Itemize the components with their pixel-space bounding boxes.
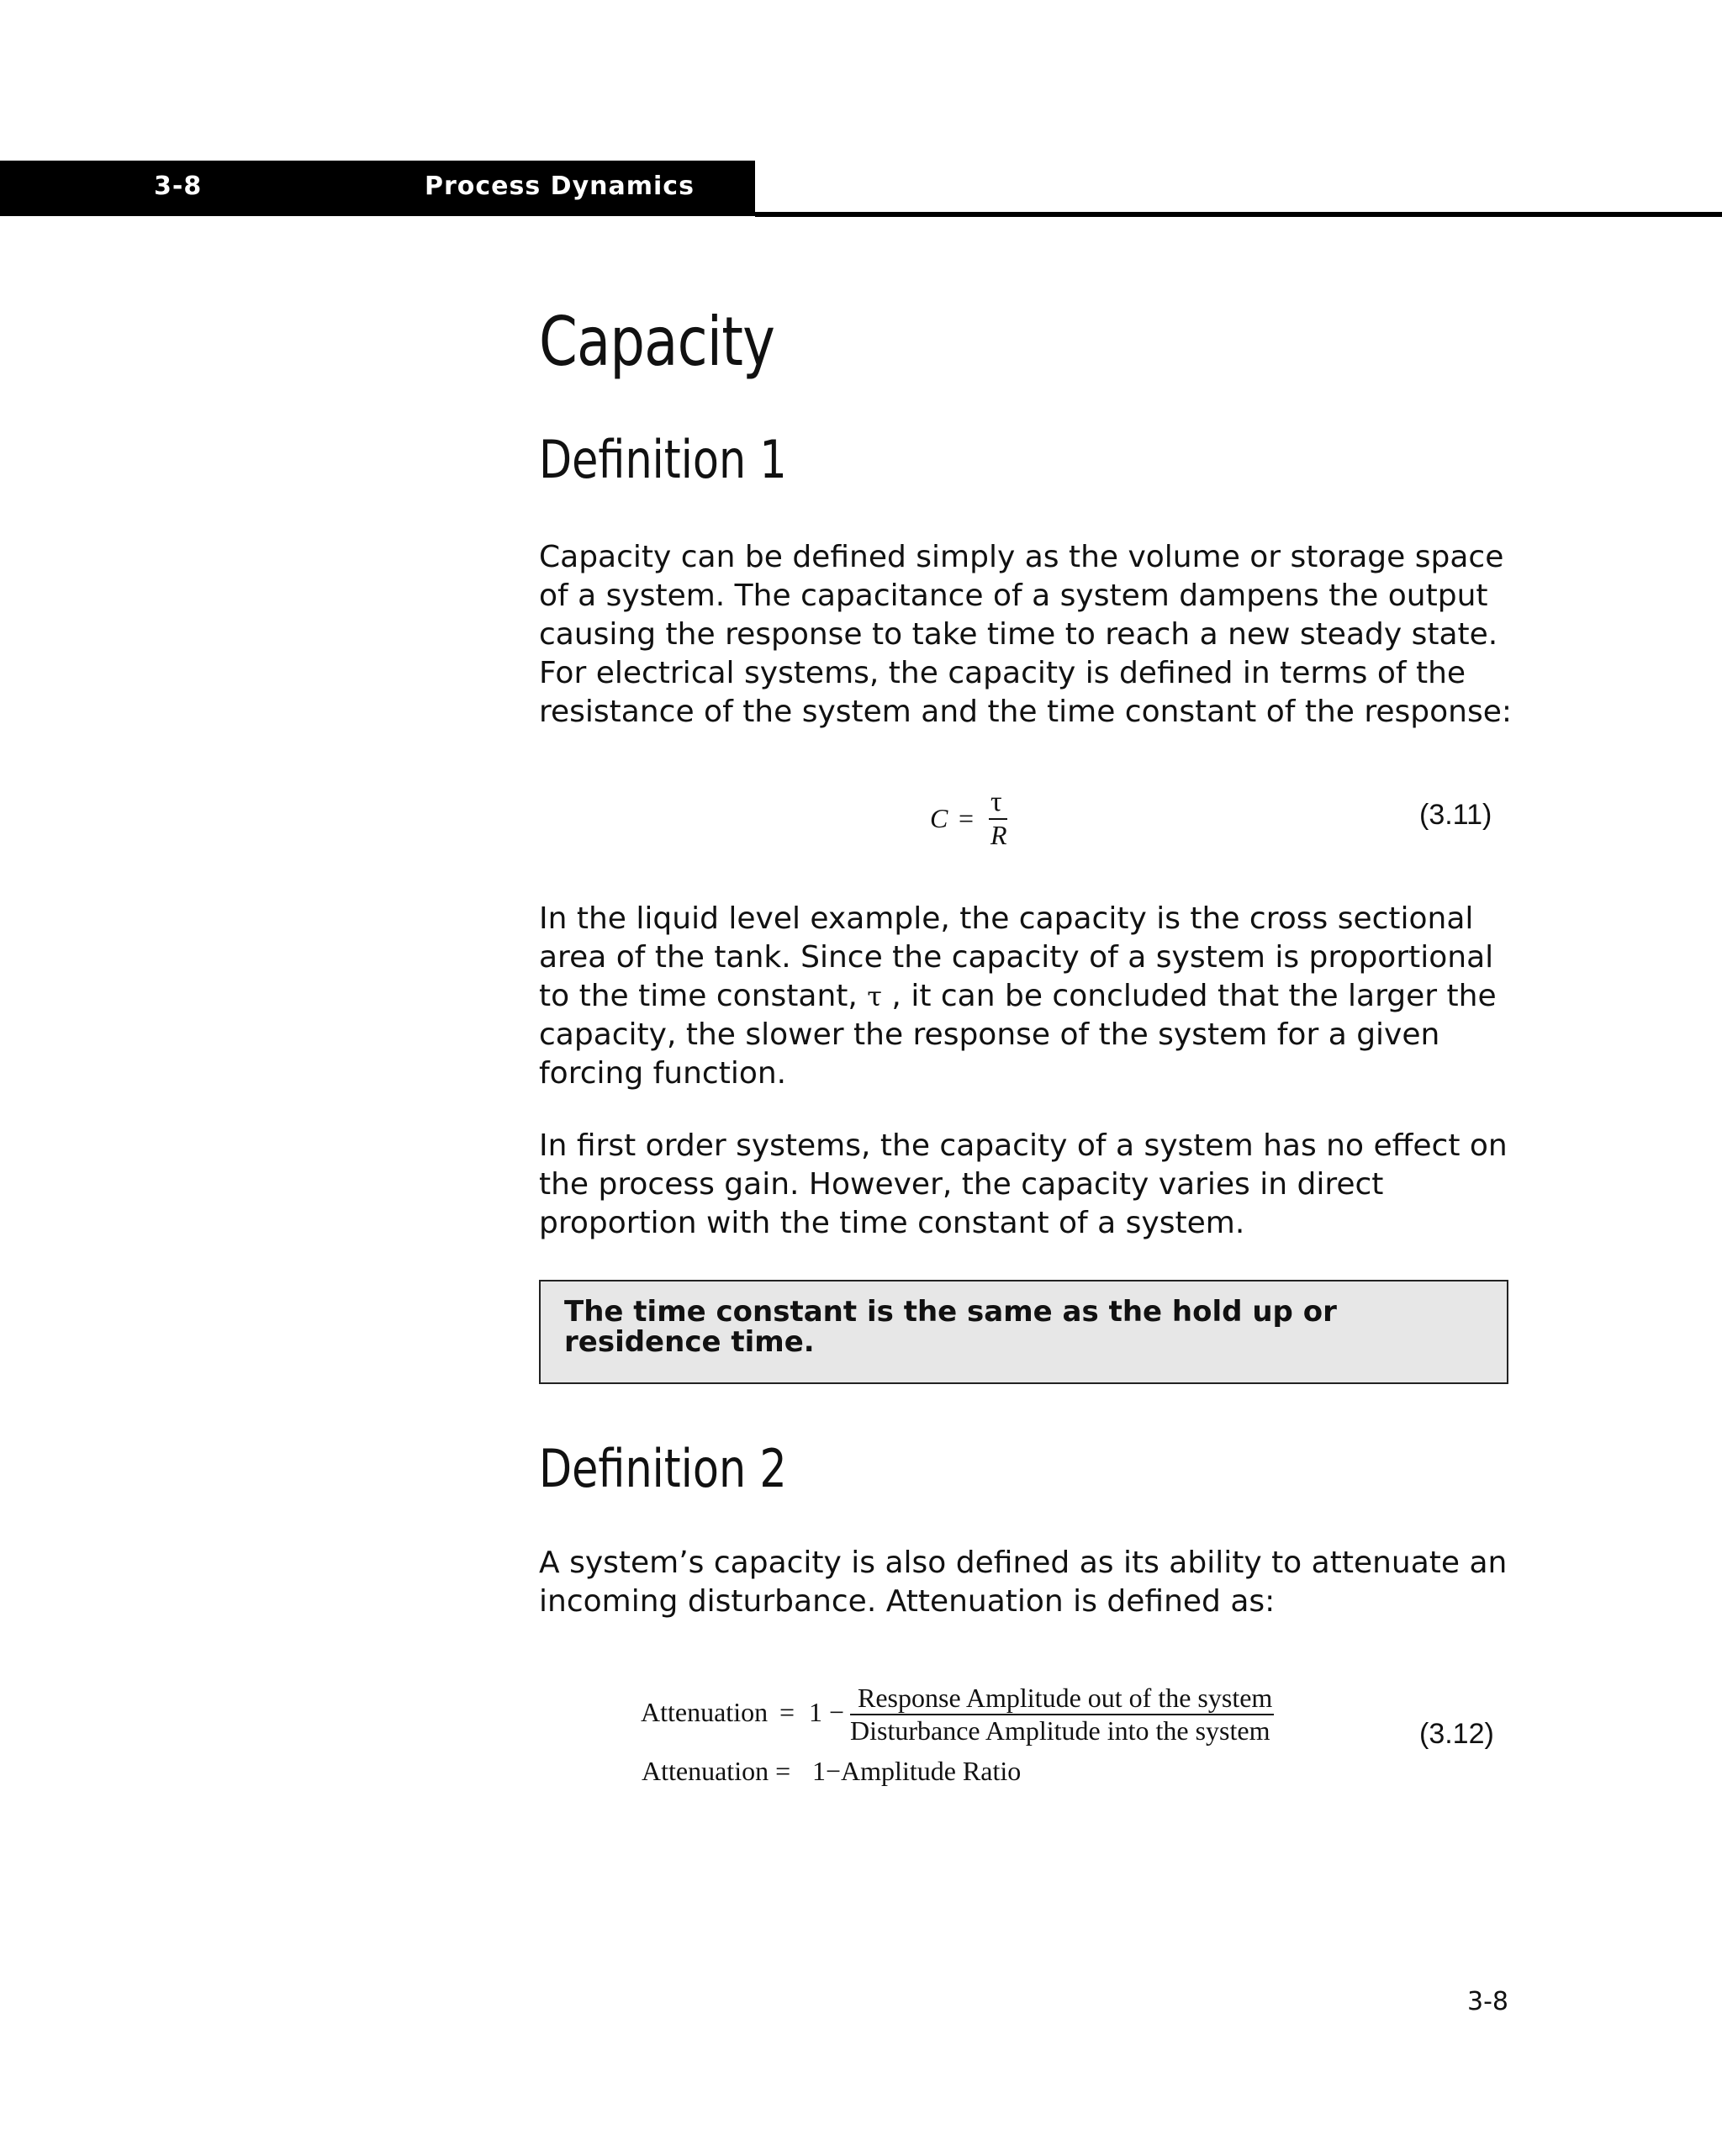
definition-1-paragraph-2 xyxy=(539,900,1514,1093)
header-rule xyxy=(755,212,1722,217)
attenuation-lhs-2: Attenuation = xyxy=(642,1756,791,1786)
header-page-number: 3-8 xyxy=(154,172,203,201)
header-chapter-title: Process Dynamics xyxy=(425,172,695,201)
paragraph-2-text-b: , it can be concluded that the larger the capacity, the slower the response of the system for a given forcing function. xyxy=(539,979,1497,1091)
equation-lhs: C xyxy=(930,803,948,833)
definition-1-heading: Definition 1 xyxy=(539,429,787,490)
equation-number-3-12: (3.12) xyxy=(1419,1718,1494,1750)
definition-2-paragraph-1: A system’s capacity is also defined as its ability to attenuate an incoming disturbance. Attenuation is defined as: xyxy=(539,1546,1508,1619)
callout-text: The time constant is the same as the hold up or residence time. xyxy=(564,1295,1337,1359)
definition-2-heading: Definition 2 xyxy=(539,1438,787,1499)
section-title: Capacity xyxy=(539,303,775,381)
equation-equals: = xyxy=(959,803,975,833)
attenuation-rhs-2: 1−Amplitude Ratio xyxy=(812,1756,1022,1786)
definition-1-paragraph-3: In first order systems, the capacity of a system has no effect on the process gain. However, the capacity varies in direct proportion with the time constant of a system. xyxy=(539,1128,1508,1240)
attenuation-lhs-1: Attenuation xyxy=(641,1697,769,1727)
attenuation-one-minus: 1 − xyxy=(809,1697,845,1727)
definition-1-paragraph-1: Capacity can be defined simply as the volume or storage space of a system. The capacitance of a system dampens the output causing the response to take time to reach a new steady state. For electrical systems, the capacity is defined in terms of the resistance of the system and the time constant of the response: xyxy=(539,540,1513,729)
paragraph-2-text-a: In the liquid level example, the capacity is the cross sectional area of the tank. Since the capacity of a system is proportional to the time constant, xyxy=(539,901,1494,1013)
callout-box xyxy=(539,1280,1508,1384)
attenuation-numerator: Response Amplitude out of the system xyxy=(858,1683,1273,1713)
equation-number-3-11: (3.11) xyxy=(1419,799,1492,831)
attenuation-equals-1: = xyxy=(779,1697,795,1727)
tau-symbol: τ xyxy=(867,980,882,1012)
equation-numerator: τ xyxy=(990,786,1002,817)
equation-denominator: R xyxy=(990,820,1007,850)
attenuation-denominator: Disturbance Amplitude into the system xyxy=(850,1715,1270,1746)
footer-page-number: 3-8 xyxy=(1467,1987,1508,2016)
